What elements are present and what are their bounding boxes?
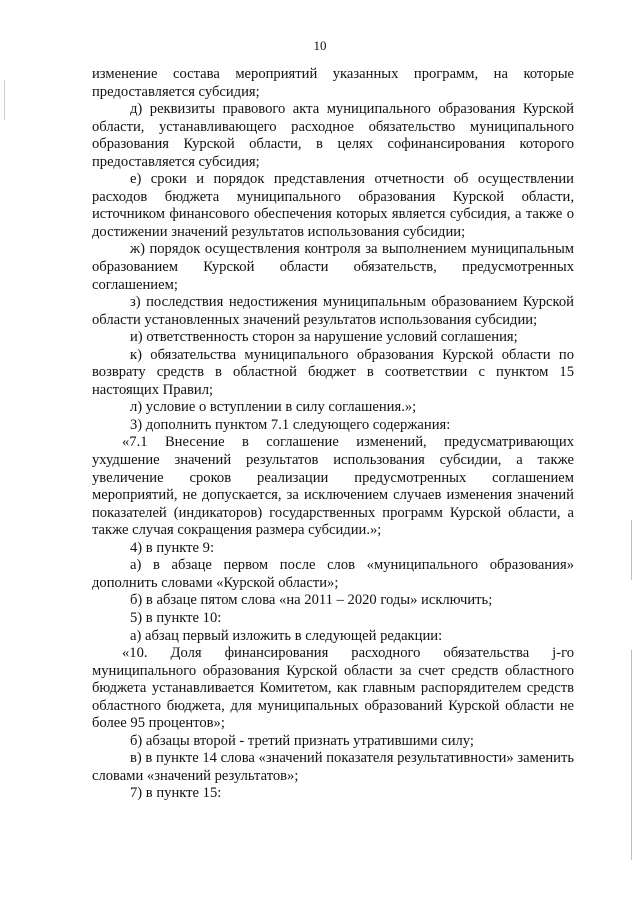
paragraph: 4) в пункте 9: [130,539,215,556]
paragraph: а) в абзаце первом после слов «муниципального образования» дополнить словами «Курской области»; [92,557,574,591]
paragraph: «7.1 Внесение в соглашение изменений, предусматривающих ухудшение значений результатов использования субсидии, а также увеличение сроков реализации предусмотренных соглашением мероприятий, не допускается, за исключением случаев изменения значений показателей (индикаторов) государственных программ Курской области, а также случая сокращения размера субсидии.»; [92,434,574,539]
paragraph: л) условие о вступлении в силу соглашения.»; [130,399,417,416]
paragraph: 7) в пункте 15: [130,785,222,802]
paragraph: з) последствия недостижения муниципальным образованием Курской области установленных значений результатов использования субсидии; [92,294,574,328]
paragraph: 5) в пункте 10: [130,609,222,626]
paragraph: в) в пункте 14 слова «значений показателя результативности» заменить словами «значений результатов»; [92,750,574,784]
page-number: 10 [313,38,327,53]
paragraph: и) ответственность сторон за нарушение условий соглашения; [130,329,518,346]
paragraph: е) сроки и порядок представления отчетности об осуществлении расходов бюджета муниципального образования Курской области, источником финансового обеспечения которых является субсидия, а также о достижении значений результатов использования субсидии; [92,171,574,240]
paragraph: ж) порядок осуществления контроля за выполнением муниципальным образованием Курской области обязательств, предусмотренных соглашением; [92,241,574,293]
scan-edge-right [631,520,632,580]
paragraph: к) обязательства муниципального образования Курской области по возврату средств в областной бюджет в соответствии с пунктом 15 настоящих Правил; [92,346,574,398]
paragraph: д) реквизиты правового акта муниципального образования Курской области, устанавливающего расходное обязательство муниципального образования Курской области, в целях софинансирования которого предоставляется субсидия; [92,101,574,170]
paragraph: б) в абзаце пятом слова «на 2011 – 2020 годы» исключить; [130,592,493,609]
paragraph: 3) дополнить пунктом 7.1 следующего содержания: [130,416,451,433]
document-body [92,66,574,803]
paragraph: изменение состава мероприятий указанных программ, на которые предоставляется субсидия; [92,66,574,100]
paragraph: «10. Доля финансирования расходного обязательства j-го муниципального образования Курской области за счет средств областного бюджета устанавливается Комитетом, как главным распорядителем средств областного бюджета, для муниципальных образований Курской области не более 95 процентов»; [92,645,574,732]
scan-edge-left [4,80,5,120]
scan-edge-right [631,650,632,860]
paragraph: б) абзацы второй - третий признать утратившими силу; [130,732,474,749]
paragraph: а) абзац первый изложить в следующей редакции: [130,627,443,644]
